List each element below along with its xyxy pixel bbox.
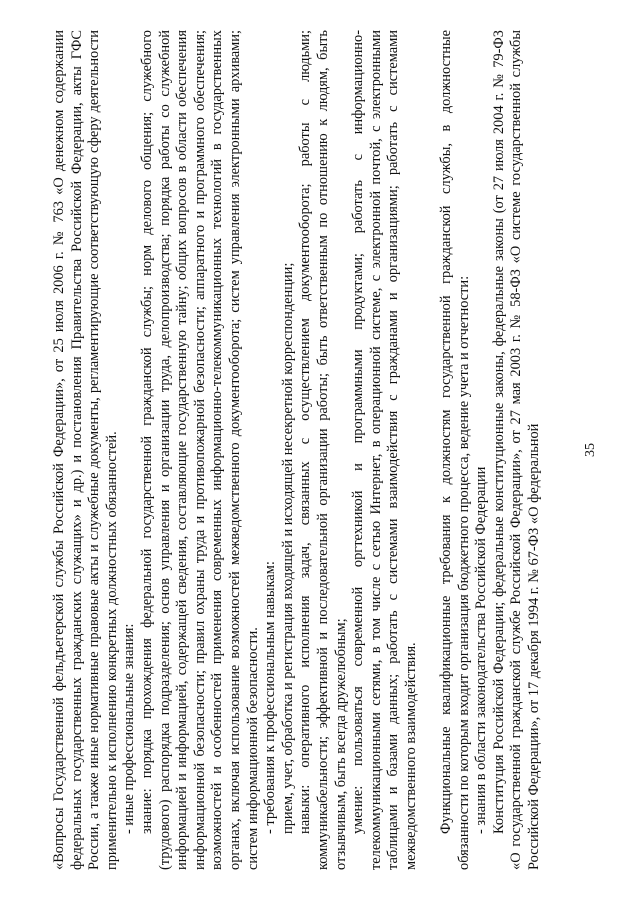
paragraph-4: - требования к профессиональным навыкам: [262, 561, 279, 834]
paragraph-1: «Вопросы Государственной фельдъегерской службы Российской Федерации», от 25 июля 2006 г. № 763 «О денежном содержании федеральных государственных гражданских служащих» и др.) и постановления Правительства Российской Федерации, акты ГФС России, а также иные нормативные правовые акты и служебные документы, регламентирующие соответствующую сферу деятельности применительно к исполнению конкретных должностных обязанностей. [51, 30, 120, 870]
paragraph-2: - иные профессиональные знания: [121, 623, 138, 834]
paragraph-10: Конституция Российской Федерации; федеральные конституционные законы, федеральные законы (от 27 июля 2004 г. № 79-ФЗ «О государственной гражданской службе Российской Федерации», от 27 мая 2003 г. № 58-ФЗ «О системе государственной службы Российской Федерации», от 17 декабря 1994 г. № 67-ФЗ «О федеральной [490, 30, 543, 870]
body-text [51, 30, 544, 870]
paragraph-9: - знания в области законодательства Российской Федерации [473, 466, 490, 834]
paragraph-7: умение: пользоваться современной оргтехникой и программными продуктами; работать с информационно-телекоммуникационными сетями, в том числе с сетью Интернет, в операционной системе, с электронной почтой, с электронными таблицами и базами данных; работать с системами взаимодействия с гражданами и организациями; работать с системами межведомственного взаимодействия. [350, 30, 419, 870]
paragraph-5: прием, учет, обработка и регистрация входящей и исходящей несекретной корреспонденции; [279, 262, 296, 834]
page-number: 35 [583, 443, 598, 457]
paragraph-spacer [420, 30, 438, 870]
paragraph-8: Функциональные квалификационные требования к должностям государственной гражданской службы, в должностные обязанности по которым входит организация бюджетного процесса, ведение учета и отчетности: [438, 30, 472, 870]
paragraph-6: навыки: оперативного исполнения задач, связанных с осуществлением документооборота; работы с людьми; коммуникабельности; эффективной и последовательной организации работы; быть ответственным по отношению к людям, быть отзывчивым, быть всегда дружелюбным; [297, 30, 349, 870]
paragraph-3: знание: порядка прохождения федеральной государственной гражданской службы; норм делового общения; служебного (трудового) распорядка подразделения; основ управления и организации труда, делопроизводства; порядка работы со служебной информацией и информацией, содержащей сведения, составляющие государственную тайну; общих вопросов в области обеспечения информационной безопасности; правил охраны труда и противопожарной безопасности; аппаратного и программного обеспечения; возможностей и особенностей применения современных информационно-телекоммуникационных технологий в государственных органах, включая использование возможностей межведомственного документооборота; систем управления электронными архивами; систем информационной безопасности. [138, 30, 261, 870]
